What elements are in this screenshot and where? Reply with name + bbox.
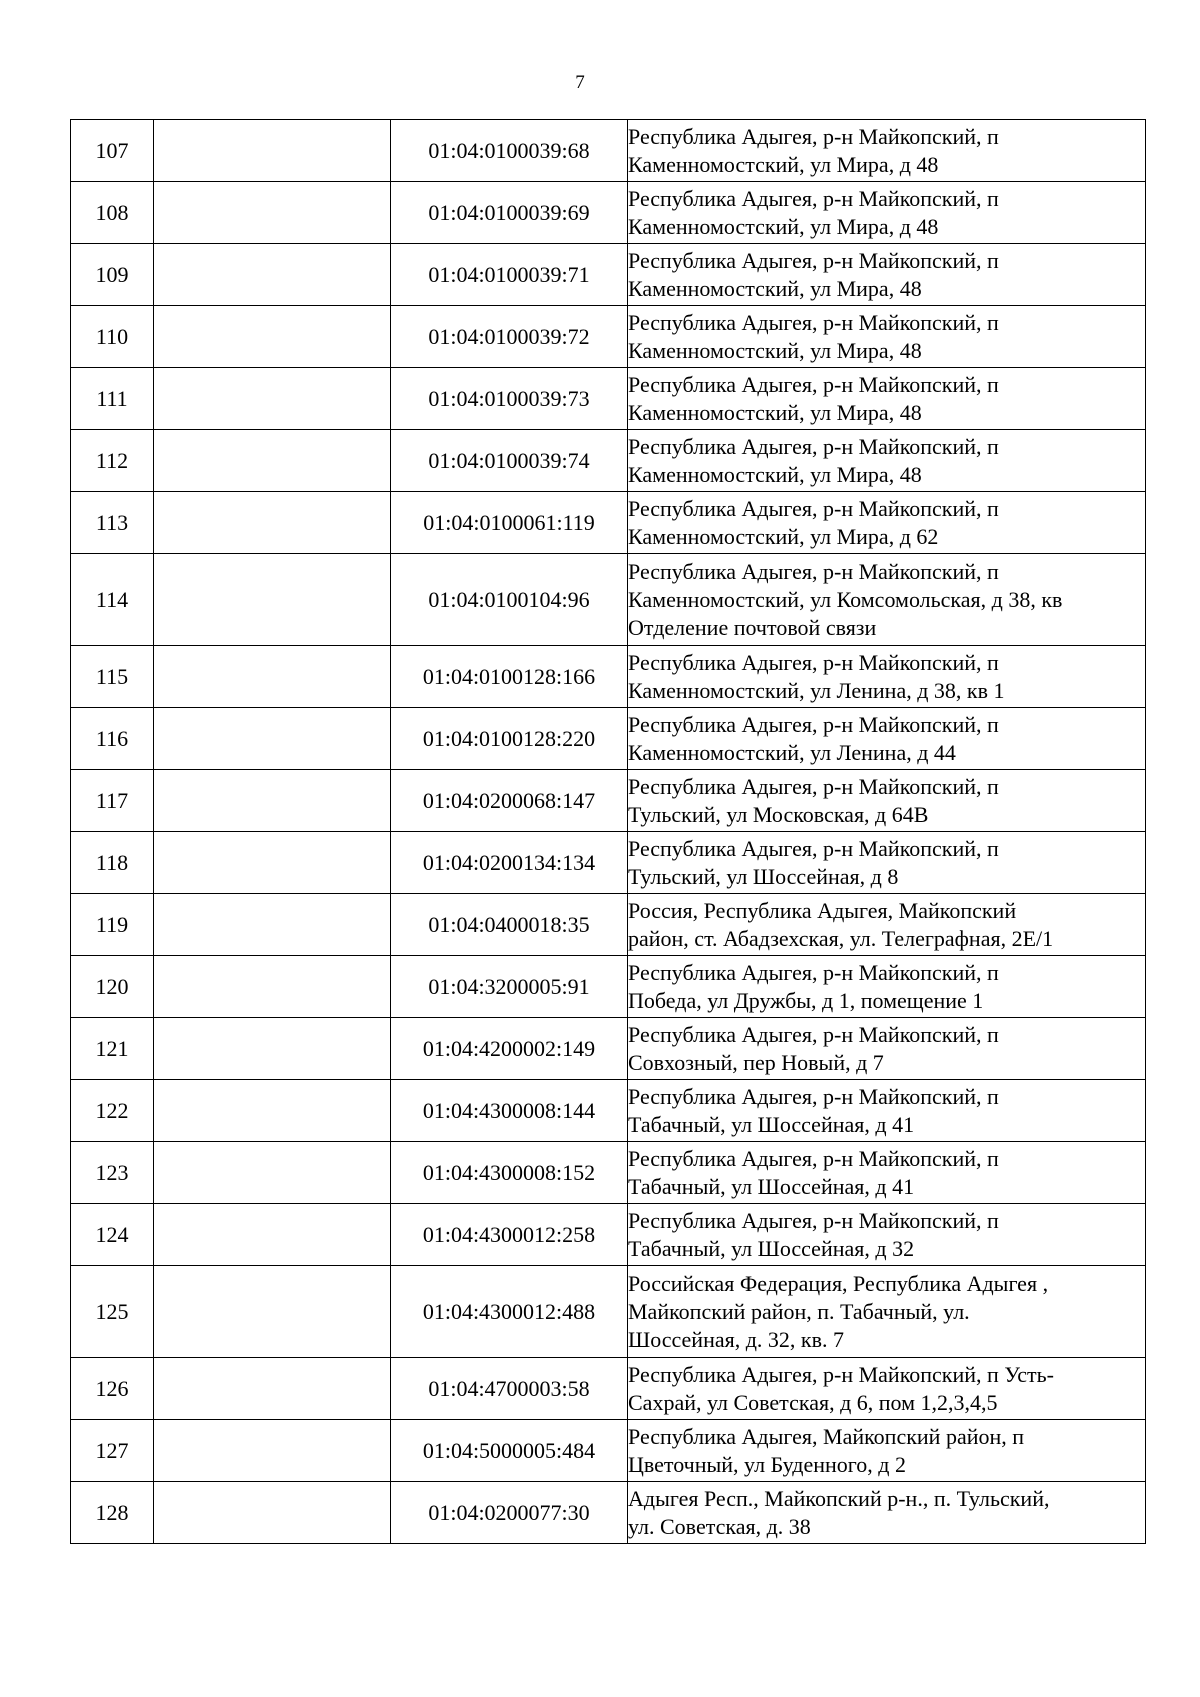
cadastral-number: 01:04:5000005:484 <box>391 1420 628 1482</box>
address-line: Республика Адыгея, р-н Майкопский, п <box>628 123 999 149</box>
address-line: Россия, Республика Адыгея, Майкопский <box>628 897 1017 923</box>
empty-cell <box>154 708 391 770</box>
row-number: 122 <box>71 1080 154 1142</box>
cadastral-number: 01:04:4700003:58 <box>391 1358 628 1420</box>
empty-cell <box>154 120 391 182</box>
empty-cell <box>154 1420 391 1482</box>
property-table-body <box>71 120 1146 1544</box>
row-number: 123 <box>71 1142 154 1204</box>
address-line: ул. Советская, д. 38 <box>628 1513 811 1539</box>
table-row <box>71 1420 1146 1482</box>
address-line: Республика Адыгея, р-н Майкопский, п <box>628 959 999 985</box>
table-row <box>71 832 1146 894</box>
table-row <box>71 554 1146 646</box>
address-cell <box>628 956 1146 1018</box>
address-line: Тульский, ул Московская, д 64В <box>628 801 929 827</box>
empty-cell <box>154 182 391 244</box>
address-line: Республика Адыгея, р-н Майкопский, п <box>628 1083 999 1109</box>
table-row <box>71 306 1146 368</box>
empty-cell <box>154 1482 391 1544</box>
address-line: Республика Адыгея, р-н Майкопский, п <box>628 773 999 799</box>
address-cell <box>628 368 1146 430</box>
row-number: 114 <box>71 554 154 646</box>
address-line: Каменномостский, ул Мира, д 62 <box>628 523 939 549</box>
table-row <box>71 646 1146 708</box>
address-line: Республика Адыгея, р-н Майкопский, п <box>628 1207 999 1233</box>
row-number: 118 <box>71 832 154 894</box>
address-line: Российская Федерация, Республика Адыгея , <box>628 1270 1049 1296</box>
row-number: 110 <box>71 306 154 368</box>
address-line: Республика Адыгея, р-н Майкопский, п Усть- <box>628 1361 1054 1387</box>
empty-cell <box>154 1358 391 1420</box>
address-line: район, ст. Абадзехская, ул. Телеграфная, 2Е/1 <box>628 925 1054 951</box>
address-line: Совхозный, пер Новый, д 7 <box>628 1049 884 1075</box>
cadastral-number: 01:04:0100039:69 <box>391 182 628 244</box>
address-line: Отделение почтовой связи <box>628 614 877 640</box>
cadastral-number: 01:04:0400018:35 <box>391 894 628 956</box>
row-number: 121 <box>71 1018 154 1080</box>
cadastral-number: 01:04:0100039:73 <box>391 368 628 430</box>
cadastral-number: 01:04:0100104:96 <box>391 554 628 646</box>
address-cell <box>628 554 1146 646</box>
row-number: 125 <box>71 1266 154 1358</box>
cadastral-number: 01:04:0200077:30 <box>391 1482 628 1544</box>
empty-cell <box>154 1080 391 1142</box>
address-cell <box>628 1358 1146 1420</box>
address-cell <box>628 646 1146 708</box>
address-cell <box>628 244 1146 306</box>
address-cell <box>628 708 1146 770</box>
address-line: Шоссейная, д. 32, кв. 7 <box>628 1326 845 1352</box>
table-row <box>71 492 1146 554</box>
address-line: Майкопский район, п. Табачный, ул. <box>628 1298 970 1324</box>
cadastral-number: 01:04:4300012:488 <box>391 1266 628 1358</box>
row-number: 116 <box>71 708 154 770</box>
address-cell <box>628 770 1146 832</box>
table-row <box>71 244 1146 306</box>
empty-cell <box>154 646 391 708</box>
empty-cell <box>154 554 391 646</box>
empty-cell <box>154 1018 391 1080</box>
row-number: 115 <box>71 646 154 708</box>
address-line: Каменномостский, ул Мира, 48 <box>628 337 922 363</box>
table-row <box>71 708 1146 770</box>
row-number: 120 <box>71 956 154 1018</box>
address-cell <box>628 492 1146 554</box>
address-cell <box>628 120 1146 182</box>
address-cell <box>628 1482 1146 1544</box>
address-cell <box>628 430 1146 492</box>
cadastral-number: 01:04:4300012:258 <box>391 1204 628 1266</box>
cadastral-number: 01:04:0100039:72 <box>391 306 628 368</box>
cadastral-number: 01:04:4200002:149 <box>391 1018 628 1080</box>
address-cell <box>628 1420 1146 1482</box>
table-row <box>71 956 1146 1018</box>
table-row <box>71 430 1146 492</box>
address-line: Республика Адыгея, р-н Майкопский, п <box>628 1021 999 1047</box>
address-line: Каменномостский, ул Ленина, д 44 <box>628 739 956 765</box>
table-row <box>71 1204 1146 1266</box>
row-number: 112 <box>71 430 154 492</box>
empty-cell <box>154 770 391 832</box>
address-line: Каменномостский, ул Мира, д 48 <box>628 213 939 239</box>
table-row <box>71 120 1146 182</box>
row-number: 113 <box>71 492 154 554</box>
empty-cell <box>154 244 391 306</box>
cadastral-number: 01:04:0100039:68 <box>391 120 628 182</box>
cadastral-number: 01:04:0100039:74 <box>391 430 628 492</box>
address-line: Каменномостский, ул Мира, 48 <box>628 275 922 301</box>
row-number: 117 <box>71 770 154 832</box>
address-cell <box>628 1142 1146 1204</box>
address-cell <box>628 1266 1146 1358</box>
address-line: Каменномостский, ул Ленина, д 38, кв 1 <box>628 677 1005 703</box>
row-number: 108 <box>71 182 154 244</box>
cadastral-number: 01:04:0100039:71 <box>391 244 628 306</box>
address-line: Республика Адыгея, р-н Майкопский, п <box>628 247 999 273</box>
address-line: Республика Адыгея, р-н Майкопский, п <box>628 649 999 675</box>
address-line: Республика Адыгея, р-н Майкопский, п <box>628 495 999 521</box>
address-line: Адыгея Респ., Майкопский р-н., п. Тульский, <box>628 1485 1050 1511</box>
empty-cell <box>154 492 391 554</box>
address-line: Сахрай, ул Советская, д 6, пом 1,2,3,4,5 <box>628 1389 998 1415</box>
table-row <box>71 1080 1146 1142</box>
empty-cell <box>154 956 391 1018</box>
table-row <box>71 1482 1146 1544</box>
empty-cell <box>154 1142 391 1204</box>
address-line: Цветочный, ул Буденного, д 2 <box>628 1451 906 1477</box>
cadastral-number: 01:04:4300008:144 <box>391 1080 628 1142</box>
cadastral-number: 01:04:0100128:166 <box>391 646 628 708</box>
row-number: 111 <box>71 368 154 430</box>
address-line: Республика Адыгея, Майкопский район, п <box>628 1423 1025 1449</box>
row-number: 109 <box>71 244 154 306</box>
table-row <box>71 182 1146 244</box>
page-number: 7 <box>575 72 585 93</box>
address-cell <box>628 894 1146 956</box>
table-row <box>71 1018 1146 1080</box>
table-row <box>71 368 1146 430</box>
row-number: 124 <box>71 1204 154 1266</box>
address-line: Табачный, ул Шоссейная, д 41 <box>628 1111 915 1137</box>
address-line: Победа, ул Дружбы, д 1, помещение 1 <box>628 987 984 1013</box>
cadastral-number: 01:04:4300008:152 <box>391 1142 628 1204</box>
cadastral-number: 01:04:3200005:91 <box>391 956 628 1018</box>
address-line: Республика Адыгея, р-н Майкопский, п <box>628 711 999 737</box>
address-line: Республика Адыгея, р-н Майкопский, п <box>628 185 999 211</box>
empty-cell <box>154 894 391 956</box>
address-line: Каменномостский, ул Мира, 48 <box>628 399 922 425</box>
row-number: 107 <box>71 120 154 182</box>
cadastral-number: 01:04:0200134:134 <box>391 832 628 894</box>
address-cell <box>628 1018 1146 1080</box>
address-cell <box>628 306 1146 368</box>
address-line: Республика Адыгея, р-н Майкопский, п <box>628 835 999 861</box>
empty-cell <box>154 832 391 894</box>
address-line: Республика Адыгея, р-н Майкопский, п <box>628 1145 999 1171</box>
address-line: Каменномостский, ул Комсомольская, д 38, кв <box>628 586 1063 612</box>
address-cell <box>628 182 1146 244</box>
table-row <box>71 1266 1146 1358</box>
address-line: Республика Адыгея, р-н Майкопский, п <box>628 371 999 397</box>
empty-cell <box>154 368 391 430</box>
empty-cell <box>154 430 391 492</box>
address-line: Каменномостский, ул Мира, д 48 <box>628 151 939 177</box>
table-row <box>71 1358 1146 1420</box>
row-number: 128 <box>71 1482 154 1544</box>
cadastral-number: 01:04:0100061:119 <box>391 492 628 554</box>
address-line: Табачный, ул Шоссейная, д 32 <box>628 1235 915 1261</box>
empty-cell <box>154 1204 391 1266</box>
address-line: Табачный, ул Шоссейная, д 41 <box>628 1173 915 1199</box>
row-number: 127 <box>71 1420 154 1482</box>
address-line: Республика Адыгея, р-н Майкопский, п <box>628 558 999 584</box>
property-table <box>70 119 1146 1544</box>
address-cell <box>628 1080 1146 1142</box>
empty-cell <box>154 306 391 368</box>
table-row <box>71 1142 1146 1204</box>
table-row <box>71 894 1146 956</box>
address-line: Республика Адыгея, р-н Майкопский, п <box>628 433 999 459</box>
address-cell <box>628 832 1146 894</box>
address-line: Республика Адыгея, р-н Майкопский, п <box>628 309 999 335</box>
table-row <box>71 770 1146 832</box>
cadastral-number: 01:04:0200068:147 <box>391 770 628 832</box>
empty-cell <box>154 1266 391 1358</box>
row-number: 119 <box>71 894 154 956</box>
address-line: Каменномостский, ул Мира, 48 <box>628 461 922 487</box>
address-line: Тульский, ул Шоссейная, д 8 <box>628 863 899 889</box>
address-cell <box>628 1204 1146 1266</box>
cadastral-number: 01:04:0100128:220 <box>391 708 628 770</box>
row-number: 126 <box>71 1358 154 1420</box>
